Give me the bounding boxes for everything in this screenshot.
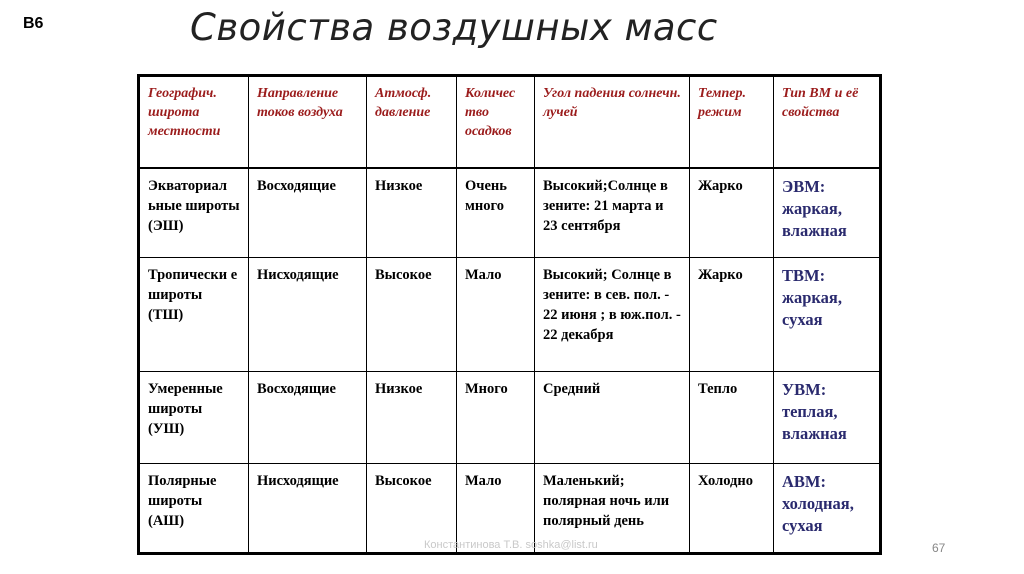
cell-precipitation: Мало (457, 464, 535, 554)
cell-sun-angle: Маленький; полярная ночь или полярный день (535, 464, 690, 554)
cell-air-mass-type: АВМ: холодная, сухая (774, 464, 881, 554)
header-air-flow: Направление токов воздуха (249, 76, 367, 168)
cell-latitude: Экваториал ьные широты (ЭШ) (139, 168, 249, 258)
header-air-mass-type: Тип ВМ и её свойства (774, 76, 881, 168)
cell-temperature: Тепло (690, 372, 774, 464)
cell-latitude: Умеренные широты (УШ) (139, 372, 249, 464)
page-number: 67 (932, 541, 946, 555)
table-row (139, 372, 881, 464)
cell-air-flow: Нисходящие (249, 464, 367, 554)
cell-pressure: Низкое (367, 168, 457, 258)
cell-precipitation: Очень много (457, 168, 535, 258)
cell-pressure: Низкое (367, 372, 457, 464)
table-header-row (139, 76, 881, 168)
author-credit: Константинова Т.В. soshka@list.ru (424, 539, 598, 551)
header-sun-angle: Угол падения солнечн. лучей (535, 76, 690, 168)
slide-label: В6 (23, 15, 44, 32)
cell-precipitation: Много (457, 372, 535, 464)
table-row (139, 168, 881, 258)
header-temperature: Темпер. режим (690, 76, 774, 168)
cell-sun-angle: Высокий;Солнце в зените: 21 марта и 23 сентября (535, 168, 690, 258)
header-pressure: Атмосф. давление (367, 76, 457, 168)
cell-latitude: Тропически е широты (ТШ) (139, 258, 249, 372)
cell-pressure: Высокое (367, 464, 457, 554)
cell-air-flow: Нисходящие (249, 258, 367, 372)
cell-precipitation: Мало (457, 258, 535, 372)
cell-pressure: Высокое (367, 258, 457, 372)
cell-sun-angle: Высокий; Солнце в зените: в сев. пол. - 22 июня ; в юж.пол. - 22 декабря (535, 258, 690, 372)
cell-air-flow: Восходящие (249, 372, 367, 464)
cell-air-flow: Восходящие (249, 168, 367, 258)
cell-temperature: Жарко (690, 168, 774, 258)
header-latitude: Географич. широта местности (139, 76, 249, 168)
cell-temperature: Холодно (690, 464, 774, 554)
page-title: Свойства воздушных масс (190, 6, 718, 49)
air-mass-properties-table (137, 74, 882, 555)
cell-latitude: Полярные широты (АШ) (139, 464, 249, 554)
header-precipitation: Количес тво осадков (457, 76, 535, 168)
cell-air-mass-type: УВМ: теплая, влажная (774, 372, 881, 464)
cell-temperature: Жарко (690, 258, 774, 372)
cell-sun-angle: Средний (535, 372, 690, 464)
table-row (139, 258, 881, 372)
cell-air-mass-type: ТВМ: жаркая, сухая (774, 258, 881, 372)
cell-air-mass-type: ЭВМ: жаркая, влажная (774, 168, 881, 258)
